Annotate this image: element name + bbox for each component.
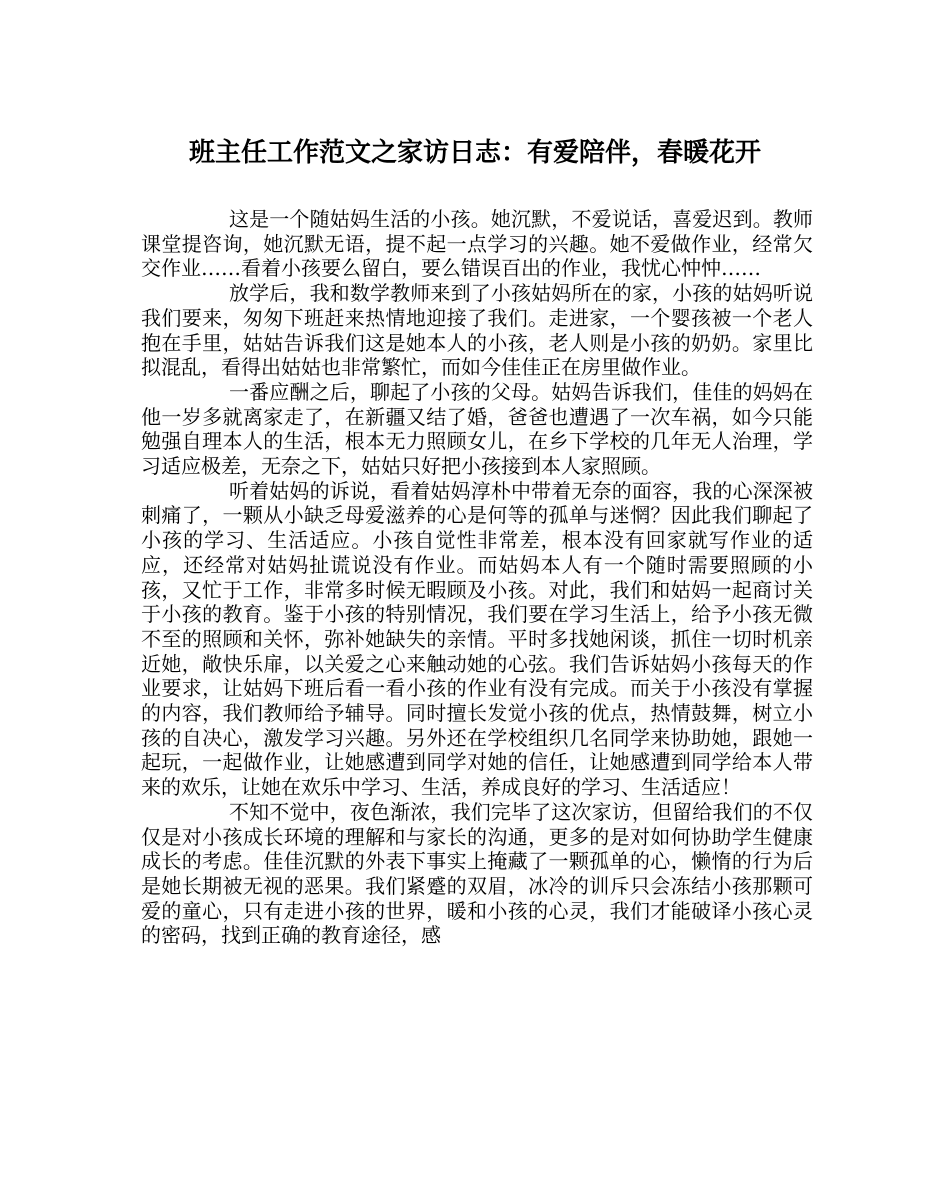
paragraph-1: 这是一个随姑妈生活的小孩。她沉默，不爱说话，喜爱迟到。教师课堂提咨询，她沉默无语，提不起一点学习的兴趣。她不爱做作业，经常欠交作业……看着小孩要么留白，要么错误百出的作业，我忧心忡忡…… [141,207,813,281]
document-title: 班主任工作范文之家访日志：有爱陪伴，春暖花开 [188,138,761,168]
document-body [141,207,813,948]
paragraph-5: 不知不觉中，夜色渐浓，我们完毕了这次家访，但留给我们的不仅仅是对小孩成长环境的理解和与家长的沟通，更多的是对如何协助学生健康成长的考虑。佳佳沉默的外表下事实上掩藏了一颗孤单的心，懒惰的行为后是她长期被无视的恶果。我们紧蹙的双眉，冰冷的训斥只会冻结小孩那颗可爱的童心，只有走进小孩的世界，暖和小孩的心灵，我们才能破译小孩心灵的密码，找到正确的教育途径，感 [141,799,813,948]
paragraph-4: 听着姑妈的诉说，看着姑妈淳朴中带着无奈的面容，我的心深深被刺痛了，一颗从小缺乏母爱滋养的心是何等的孤单与迷惘？因此我们聊起了小孩的学习、生活适应。小孩自觉性非常差，根本没有回家就写作业的适应，还经常对姑妈扯谎说没有作业。而姑妈本人有一个随时需要照顾的小孩，又忙于工作，非常多时候无暇顾及小孩。对此，我们和姑妈一起商讨关于小孩的教育。鉴于小孩的特别情况，我们要在学习生活上，给予小孩无微不至的照顾和关怀，弥补她缺失的亲情。平时多找她闲谈，抓住一切时机亲近她，敞快乐扉，以关爱之心来触动她的心弦。我们告诉姑妈小孩每天的作业要求，让姑妈下班后看一看小孩的作业有没有完成。而关于小孩没有掌握的内容，我们教师给予辅导。同时擅长发觉小孩的优点，热情鼓舞，树立小孩的自决心，激发学习兴趣。另外还在学校组织几名同学来协助她，跟她一起玩，一起做作业，让她感遭到同学对她的信任，让她感遭到同学给本人带来的欢乐，让她在欢乐中学习、生活，养成良好的学习、生活适应！ [141,478,813,800]
paragraph-2: 放学后，我和数学教师来到了小孩姑妈所在的家，小孩的姑妈听说我们要来，匆匆下班赶来热情地迎接了我们。走进家，一个婴孩被一个老人抱在手里，姑姑告诉我们这是她本人的小孩，老人则是小孩的奶奶。家里比拟混乱，看得出姑姑也非常繁忙，而如今佳佳正在房里做作业。 [141,281,813,380]
paragraph-3: 一番应酬之后，聊起了小孩的父母。姑妈告诉我们，佳佳的妈妈在他一岁多就离家走了，在新疆又结了婚，爸爸也遭遇了一次车祸，如今只能勉强自理本人的生活，根本无力照顾女儿，在乡下学校的几年无人治理，学习适应极差，无奈之下，姑姑只好把小孩接到本人家照顾。 [141,379,813,479]
